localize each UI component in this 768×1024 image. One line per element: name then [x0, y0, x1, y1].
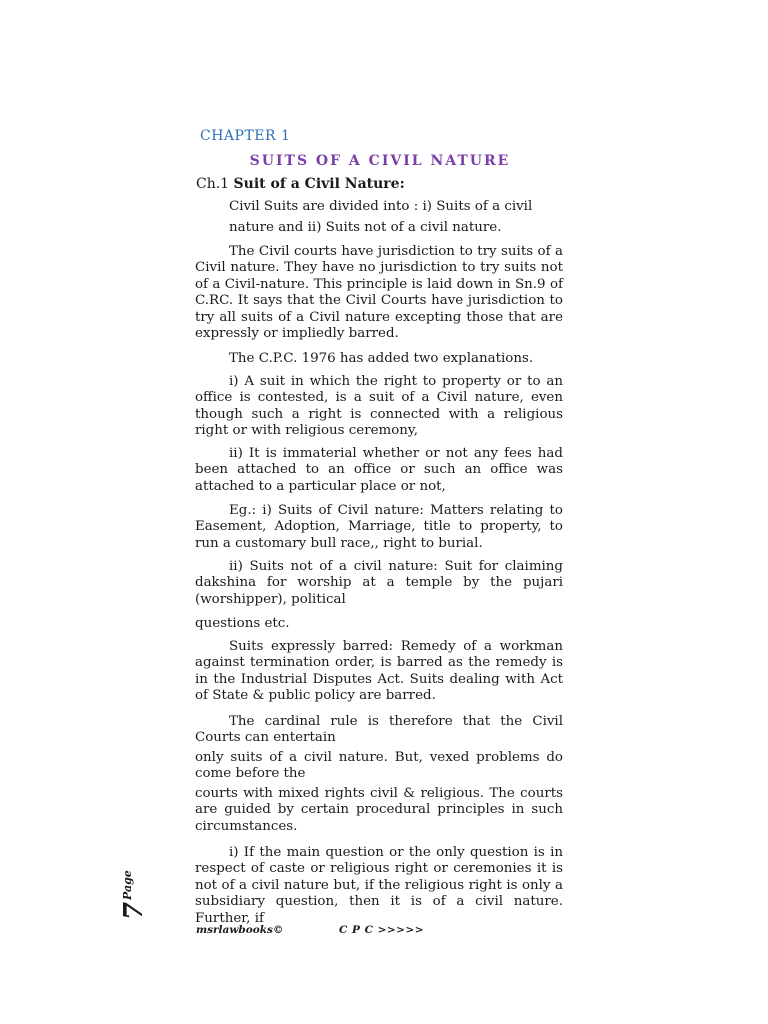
page-number: 7 [119, 901, 149, 920]
paragraph-jurisdiction: The Civil courts have jurisdiction to try suits of a Civil nature. They have no jurisdiction to try suits not of a Civil-nature. This principle is laid down in Sn.9 of C.RC. It says that the Civil Courts have jurisdiction to try all suits of a Civil nature excepting those that are expressly or impliedly barred. [195, 244, 563, 342]
chapter-label: CHAPTER 1 [200, 128, 291, 144]
section-prefix: Ch.1 [196, 176, 230, 192]
section-title: Suit of a Civil Nature: [233, 176, 405, 192]
footer-publisher: msrlawbooks© [196, 924, 284, 936]
paragraph-example-2: ii) Suits not of a civil nature: Suit for claiming dakshina for worship at a temple by the pujari (worshipper), political [195, 559, 563, 607]
intro-line-1: Civil Suits are divided into : i) Suits of a civil [229, 199, 533, 214]
paragraph-example-2-continued: questions etc. [195, 616, 290, 631]
paragraph-cardinal: The cardinal rule is therefore that the Civil Courts can entertain [195, 714, 563, 746]
paragraph-example-1: Eg.: i) Suits of Civil nature: Matters relating to Easement, Adoption, Marriage, title to property, to run a customary bull race,, right to burial. [195, 503, 563, 551]
paragraph-cardinal-3: courts with mixed rights civil & religious. The courts are guided by certain procedural principles in such circumstances. [195, 786, 563, 834]
paragraph-explanations: The C.P.C. 1976 has added two explanations. [229, 351, 534, 366]
paragraph-barred: Suits expressly barred: Remedy of a workman against termination order, is barred as the remedy is in the Industrial Disputes Act. Suits dealing with Act of State & public policy are barred. [195, 639, 563, 704]
intro-line-2: nature and ii) Suits not of a civil nature. [229, 220, 502, 235]
section-heading [196, 176, 405, 192]
paragraph-explanation-2: ii) It is immaterial whether or not any fees had been attached to an office or such an office was attached to a particular place or not, [195, 446, 563, 494]
page-number-marker [117, 872, 167, 932]
page-word: Page [121, 870, 134, 900]
paragraph-cardinal-2: only suits of a civil nature. But, vexed problems do come before the [195, 750, 563, 782]
paragraph-explanation-1: i) A suit in which the right to property or to an office is contested, is a suit of a Civil nature, even though such a right is connected with a religious right or with religious ceremony, [195, 374, 563, 439]
chapter-title: SUITS OF A CIVIL NATURE [249, 153, 511, 169]
paragraph-main-question: i) If the main question or the only question is in respect of caste or religious right or ceremonies it is not of a civil nature but, if the religious right is only a subsidiary question, then it is of a civil nature. Further, if [195, 845, 563, 926]
footer-book: C P C >>>>> [339, 924, 425, 936]
